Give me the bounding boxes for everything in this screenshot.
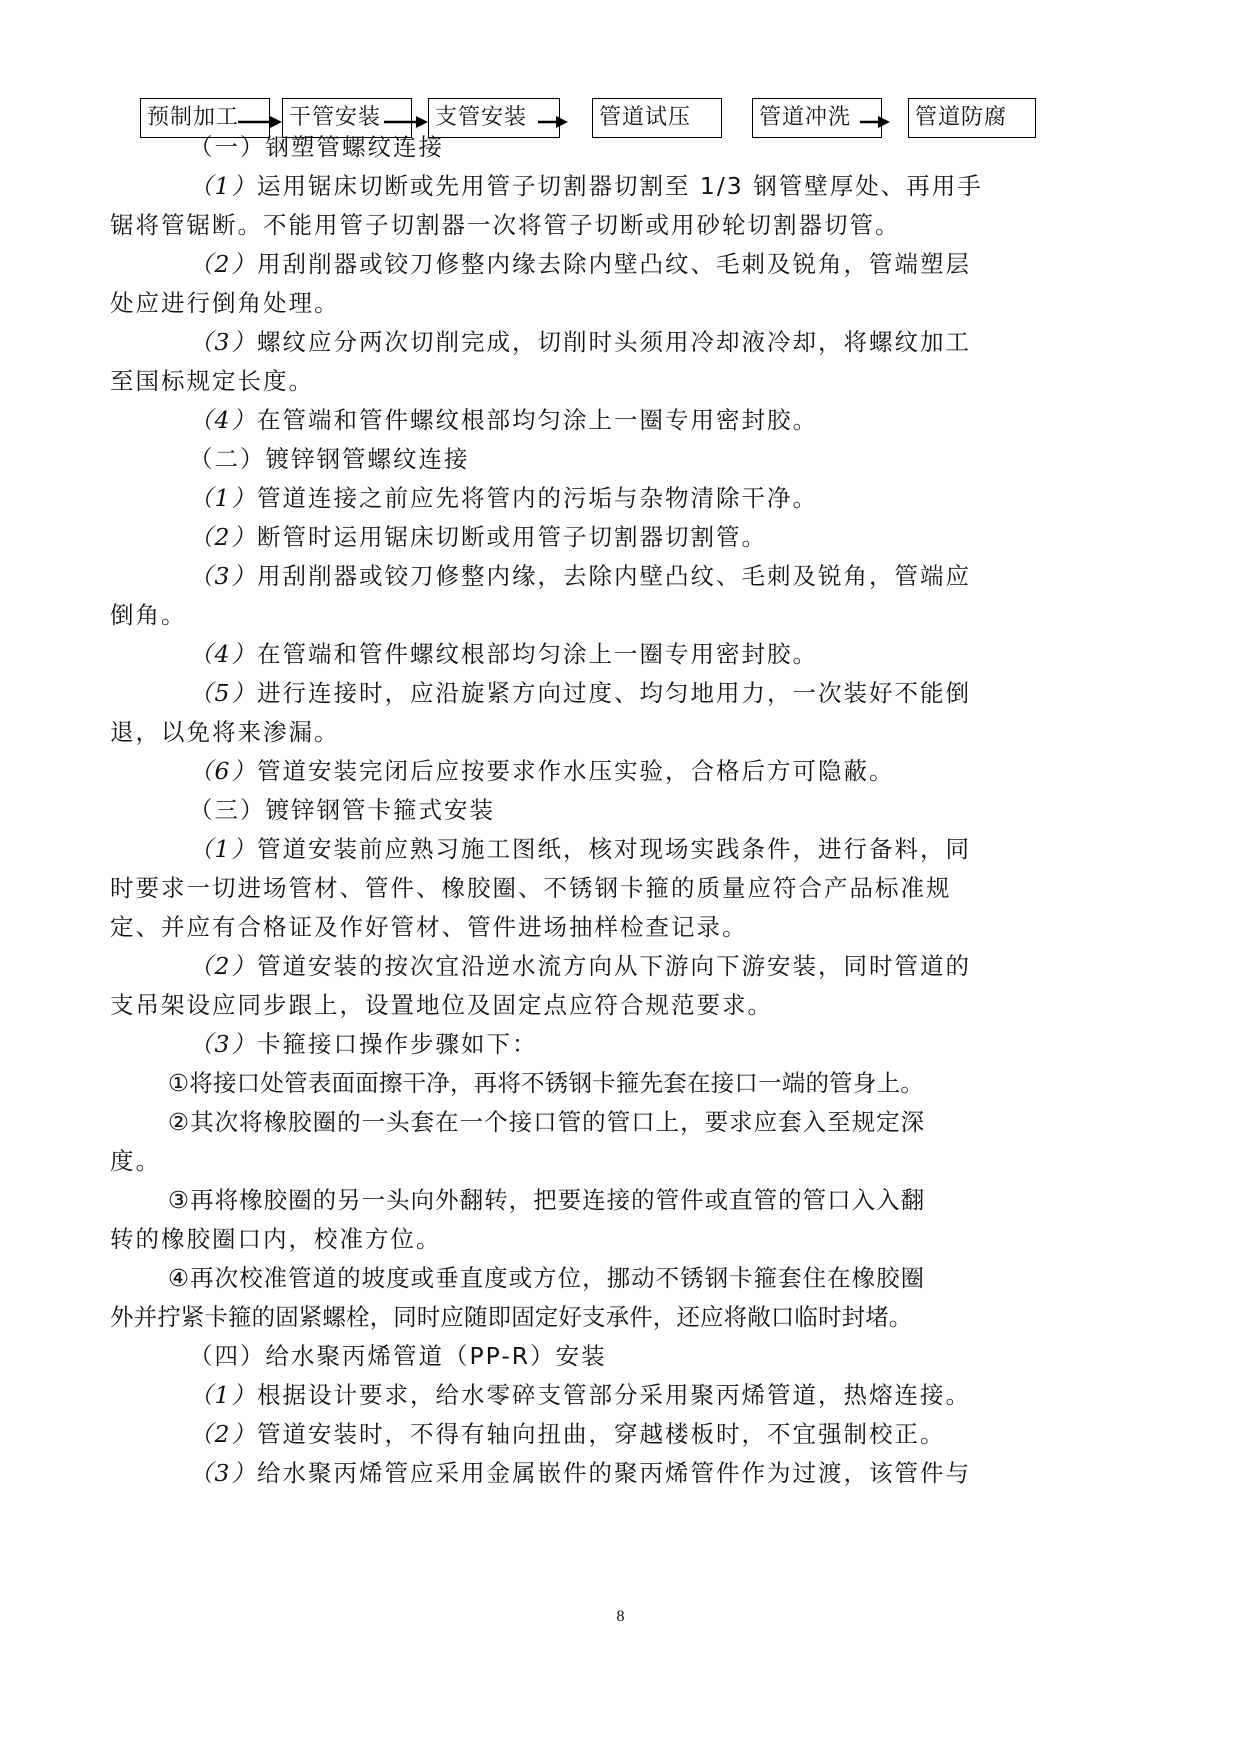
text-line: （1）运用锯床切断或先用管子切割器切割至 1/3 钢管壁厚处、再用手 bbox=[189, 172, 983, 200]
page-number: 8 bbox=[616, 1608, 625, 1625]
text-line: 倒角。 bbox=[110, 601, 187, 629]
text-line: （1）根据设计要求，给水零碎支管部分采用聚丙烯管道，热熔连接。 bbox=[189, 1381, 971, 1409]
text-line: ②其次将橡胶圈的一头套在一个接口管的管口上，要求应套入至规定深 bbox=[168, 1108, 926, 1136]
text-line: 转的橡胶圈口内，校准方位。 bbox=[110, 1225, 442, 1253]
text-line: 至国标规定长度。 bbox=[110, 367, 314, 395]
text-line: 定、并应有合格证及作好管材、管件进场抽样检查记录。 bbox=[110, 913, 748, 941]
text-line: 退，以免将来渗漏。 bbox=[110, 718, 340, 746]
flow-arrow-icon bbox=[384, 116, 428, 128]
text-line: （2）用刮削器或铰刀修整内缘去除内壁凸纹、毛刺及锐角，管端塑层 bbox=[189, 250, 971, 278]
flow-step-branch-pipe: 支管安装 bbox=[428, 98, 560, 138]
text-line: （2）管道安装时，不得有轴向扭曲，穿越楼板时，不宜强制校正。 bbox=[189, 1420, 946, 1448]
text-line: 锯将管锯断。不能用管子切割器一次将管子切断或用砂轮切割器切管。 bbox=[110, 211, 901, 239]
text-line: （2）断管时运用锯床切断或用管子切割器切割管。 bbox=[189, 523, 767, 551]
section-heading: （一）钢塑管螺纹连接 bbox=[189, 133, 444, 161]
text-line: （3）用刮削器或铰刀修整内缘，去除内壁凸纹、毛刺及锐角，管端应 bbox=[189, 562, 971, 590]
flow-step-main-pipe: 干管安装 bbox=[282, 98, 412, 138]
flow-step-prefabrication: 预制加工 bbox=[140, 98, 270, 138]
section-heading: （四）给水聚丙烯管道（PP-R）安装 bbox=[189, 1342, 607, 1370]
text-line: （6）管道安装完闭后应按要求作水压实验，合格后方可隐蔽。 bbox=[189, 757, 895, 785]
flow-arrow-icon bbox=[538, 116, 568, 128]
text-line: ①将接口处管表面面擦干净，再将不锈钢卡箍先套在接口一端的管身上。 bbox=[168, 1069, 924, 1097]
flow-step-pressure-test: 管道试压 bbox=[592, 98, 722, 138]
text-line: （3）给水聚丙烯管应采用金属嵌件的聚丙烯管件作为过渡，该管件与 bbox=[189, 1459, 971, 1487]
text-line: （3）螺纹应分两次切削完成，切削时头须用冷却液冷却，将螺纹加工 bbox=[189, 328, 971, 356]
section-heading: （三）镀锌钢管卡箍式安装 bbox=[189, 796, 495, 824]
text-line: ③再将橡胶圈的另一头向外翻转，把要连接的管件或直管的管口入入翻 bbox=[168, 1186, 926, 1214]
text-line: （3）卡箍接口操作步骤如下： bbox=[189, 1030, 538, 1058]
text-line: （1）管道安装前应熟习施工图纸，核对现场实践条件，进行备料，同 bbox=[189, 835, 971, 863]
text-line: （1）管道连接之前应先将管内的污垢与杂物清除干净。 bbox=[189, 484, 818, 512]
text-line: （4）在管端和管件螺纹根部均匀涂上一圈专用密封胶。 bbox=[189, 406, 818, 434]
text-line: ④再次校准管道的坡度或垂直度或方位，挪动不锈钢卡箍套住在橡胶圈 bbox=[168, 1264, 926, 1292]
flow-arrow-icon bbox=[238, 116, 282, 128]
text-line: 处应进行倒角处理。 bbox=[110, 289, 340, 317]
flow-arrow-icon bbox=[860, 116, 890, 128]
text-line: （5）进行连接时，应沿旋紧方向过度、均匀地用力，一次装好不能倒 bbox=[189, 679, 971, 707]
text-line: （4）在管端和管件螺纹根部均匀涂上一圈专用密封胶。 bbox=[189, 640, 818, 668]
flow-step-anticorrosion: 管道防腐 bbox=[908, 98, 1036, 138]
flow-step-flushing: 管道冲洗 bbox=[752, 98, 882, 138]
text-line: 支吊架设应同步跟上，设置地位及固定点应符合规范要求。 bbox=[110, 991, 773, 1019]
section-heading: （二）镀锌钢管螺纹连接 bbox=[189, 445, 470, 473]
text-line: 外并拧紧卡箍的固紧螺栓，同时应随即固定好支承件，还应将敞口临时封堵。 bbox=[110, 1303, 913, 1331]
text-line: （2）管道安装的按次宜沿逆水流方向从下游向下游安装，同时管道的 bbox=[189, 952, 971, 980]
text-line: 时要求一切进场管材、管件、橡胶圈、不锈钢卡箍的质量应符合产品标准规 bbox=[110, 874, 952, 902]
text-line: 度。 bbox=[110, 1147, 161, 1175]
